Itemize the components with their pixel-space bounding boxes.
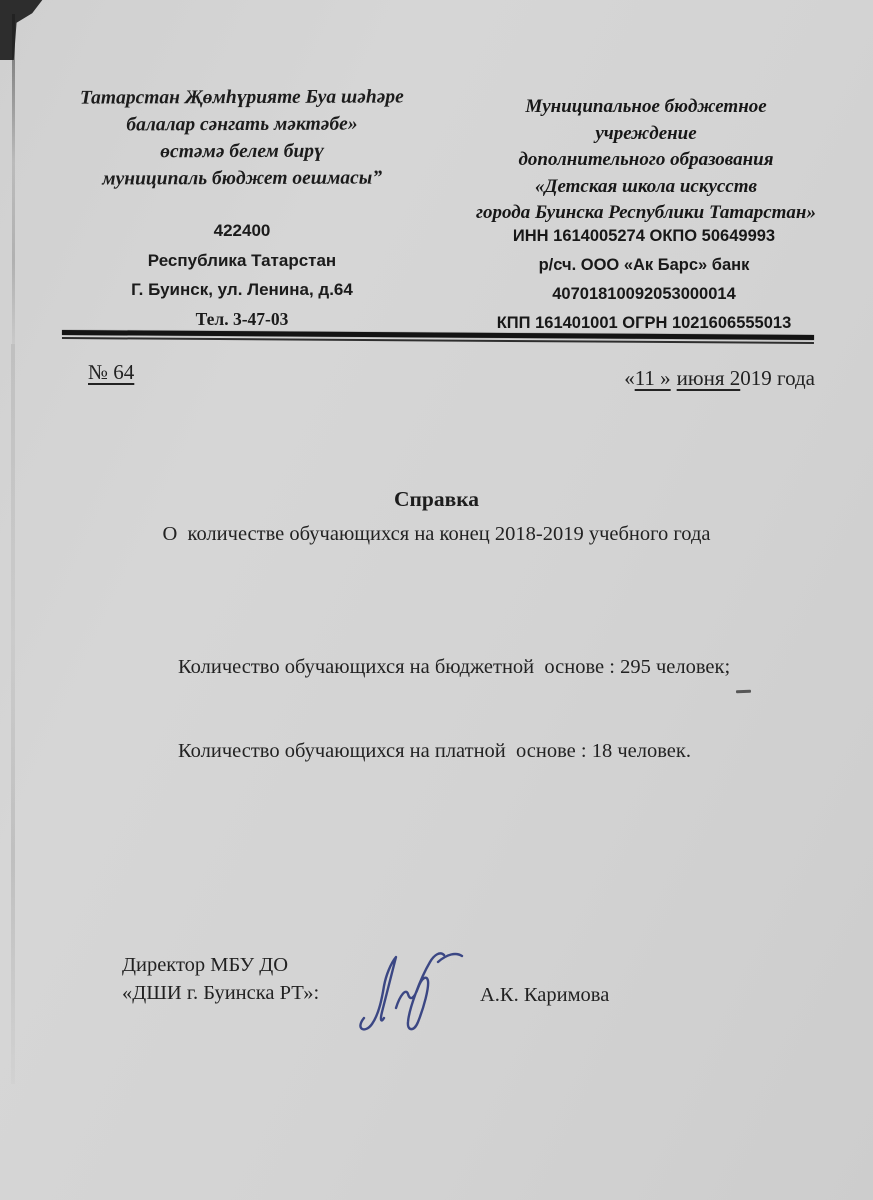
document-date <box>624 366 815 391</box>
letterhead-russian-line: «Детская школа искусств <box>534 175 758 197</box>
letterhead-tatar-line: өстәмә белем бирү <box>160 140 324 163</box>
date-open-quote: « <box>624 366 635 390</box>
contact-block <box>62 216 422 334</box>
postal-code: 422400 <box>213 221 271 240</box>
letterhead-tatar-line: муниципаль бюджет оешмасы” <box>102 167 383 190</box>
requisites-block <box>448 222 840 338</box>
bank-name-line: р/сч. ООО «Ак Барс» банк <box>538 256 750 274</box>
signatory-role <box>122 952 319 1007</box>
date-month: июня 2 <box>676 366 741 390</box>
document-number: № 64 <box>88 360 135 384</box>
letterhead-tatar-line: балалар сәнгать мәктәбе» <box>126 113 358 136</box>
letterhead-tatar-block <box>52 83 432 192</box>
signatory-role-line: «ДШИ г. Буинска РТ»: <box>122 981 320 1004</box>
date-year-suffix: 019 года <box>740 366 815 390</box>
signature-ink-strokes <box>350 936 482 1038</box>
scan-crease-line <box>12 14 15 344</box>
scan-crease-line-faint <box>11 344 15 1084</box>
date-day: 11 » <box>634 366 671 390</box>
letterhead-russian-line: Муниципальное бюджетное <box>525 96 767 117</box>
inn-okpo-line: ИНН 1614005274 ОКПО 50649993 <box>512 227 776 245</box>
body-line-paid-count: Количество обучающихся на платной основе : 18 человек. <box>178 740 691 762</box>
signatory-role-line: Директор МБУ ДО <box>122 954 289 976</box>
document-body <box>178 597 778 821</box>
document-title: Справка <box>393 487 480 511</box>
phone-number: Тел. 3-47-03 <box>195 308 289 329</box>
letterhead-russian-line: дополнительного образования <box>518 149 774 170</box>
street-address: Г. Буинск, ул. Ленина, д.64 <box>131 280 353 299</box>
document-subtitle: О количестве обучающихся на конец 2018-2019 учебного года <box>162 523 711 545</box>
account-number-line: 40701810092053000014 <box>552 285 736 303</box>
body-line-budget-count: Количество обучающихся на бюджетной основе : 295 человек; <box>178 656 731 678</box>
scan-corner-artifact <box>0 0 46 60</box>
letterhead-russian-block <box>452 94 840 227</box>
letterhead-russian-line: учреждение <box>595 122 697 144</box>
handwritten-signature <box>350 936 482 1038</box>
kpp-ogrn-line: КПП 161401001 ОГРН 1021606555013 <box>496 314 792 332</box>
region: Республика Татарстан <box>147 250 337 270</box>
signatory-name: А.К. Каримова <box>480 984 610 1006</box>
letterhead-russian-line: города Буинска Республики Татарстан» <box>476 202 816 223</box>
letterhead-tatar-line: Татарстан Җөмһүрияте Буа шәһәре <box>79 86 404 109</box>
